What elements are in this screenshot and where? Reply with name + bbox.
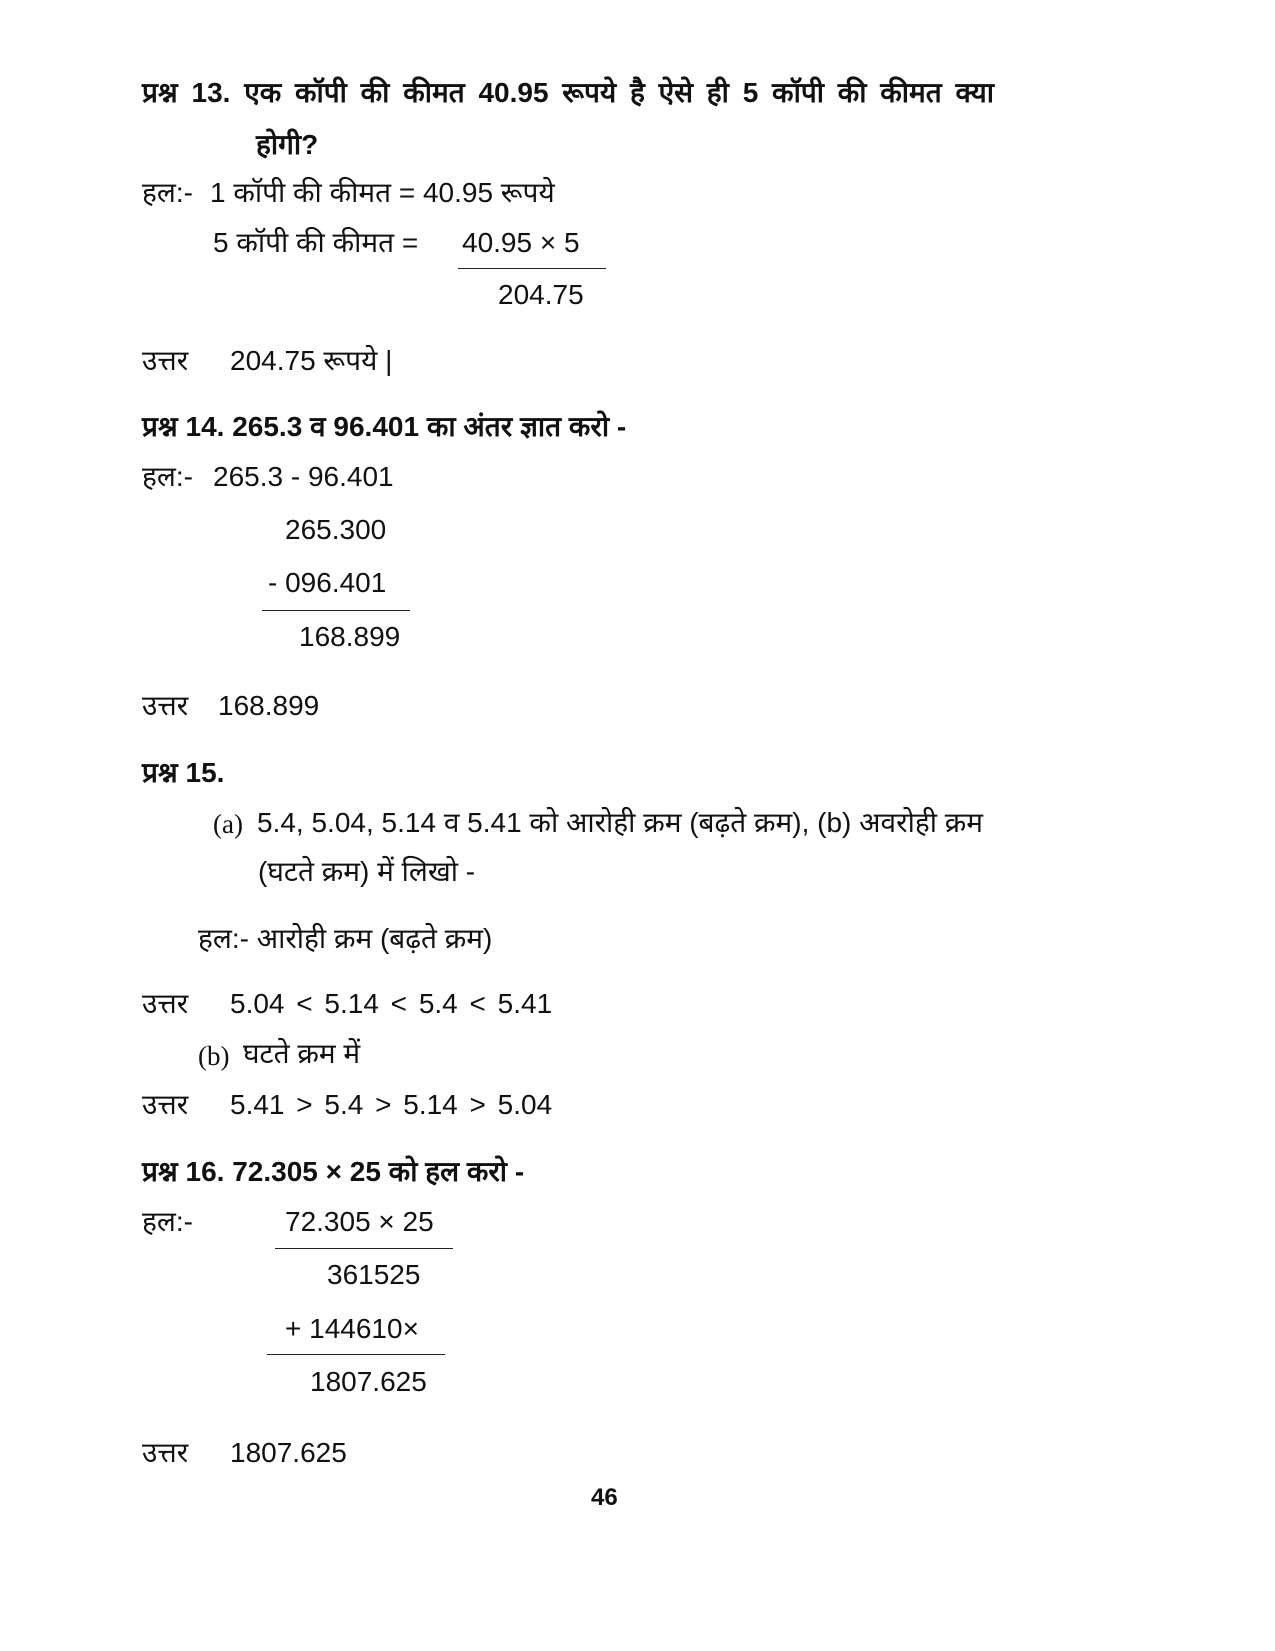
q13-result-rule (458, 268, 606, 269)
page-number: 46 (591, 1484, 618, 1511)
q14-solution-line1: 265.3 - 96.401 (213, 461, 394, 492)
q15-solution: हल:- आरोही क्रम (बढ़ते क्रम) (198, 923, 493, 954)
q13-solution-label: हल:- (142, 177, 193, 208)
q14-result: 168.899 (299, 621, 401, 652)
q13-result: 204.75 (498, 279, 584, 310)
q15-answer-a-label: उत्तर (142, 988, 189, 1019)
q15-answer-b-label: उत्तर (142, 1089, 189, 1120)
q13-answer-label: उत्तर (142, 345, 189, 376)
q15-answer-a: 5.04 < 5.14 < 5.4 < 5.41 (230, 988, 553, 1019)
q13-answer: 204.75 रूपये | (230, 345, 393, 376)
q14-question: प्रश्न 14. 265.3 व 96.401 का अंतर ज्ञात करो - (142, 411, 627, 442)
q14-subtrahend: - 096.401 (268, 567, 387, 598)
q15-part-a-marker: (a) (213, 809, 243, 839)
q13-solution-line1: 1 कॉपी की कीमत = 40.95 रूपये (210, 177, 555, 208)
q15-part-b-text: घटते क्रम में (243, 1038, 361, 1069)
q16-solution-label: हल:- (142, 1206, 193, 1237)
q16-partial-product-1: 361525 (327, 1259, 421, 1290)
q16-question: प्रश्न 16. 72.305 × 25 को हल करो - (142, 1156, 525, 1187)
q16-rule-1 (275, 1248, 453, 1249)
q16-answer-label: उत्तर (142, 1437, 189, 1468)
q15-part-a-text-line1: 5.4, 5.04, 5.14 व 5.41 को आरोही क्रम (बढ़ते क्रम), (b) अवरोही क्रम (257, 807, 983, 838)
q16-answer: 1807.625 (230, 1437, 347, 1468)
q16-rule-2 (267, 1354, 445, 1355)
q13-question-line1: प्रश्न 13. एक कॉपी की कीमत 40.95 रूपये है ऐसे ही 5 कॉपी की कीमत क्या (142, 77, 995, 108)
q14-answer-label: उत्तर (142, 690, 189, 721)
q14-result-rule (262, 610, 410, 611)
q16-partial-product-2: + 144610× (285, 1313, 419, 1344)
q16-multiplication: 72.305 × 25 (285, 1206, 434, 1237)
q13-multiplication: 40.95 × 5 (462, 227, 580, 258)
q13-question-line2: होगी? (256, 129, 319, 160)
q16-result: 1807.625 (310, 1366, 427, 1397)
q15-part-a-text-line2: (घटते क्रम) में लिखो - (258, 856, 476, 887)
q15-question: प्रश्न 15. (142, 757, 225, 788)
q14-minuend: 265.300 (285, 514, 387, 545)
q14-answer: 168.899 (218, 690, 320, 721)
q14-solution-label: हल:- (142, 461, 193, 492)
q15-part-b-marker: (b) (198, 1041, 230, 1071)
q13-solution-line2: 5 कॉपी की कीमत = (213, 227, 419, 258)
q15-answer-b: 5.41 > 5.4 > 5.14 > 5.04 (230, 1089, 553, 1120)
